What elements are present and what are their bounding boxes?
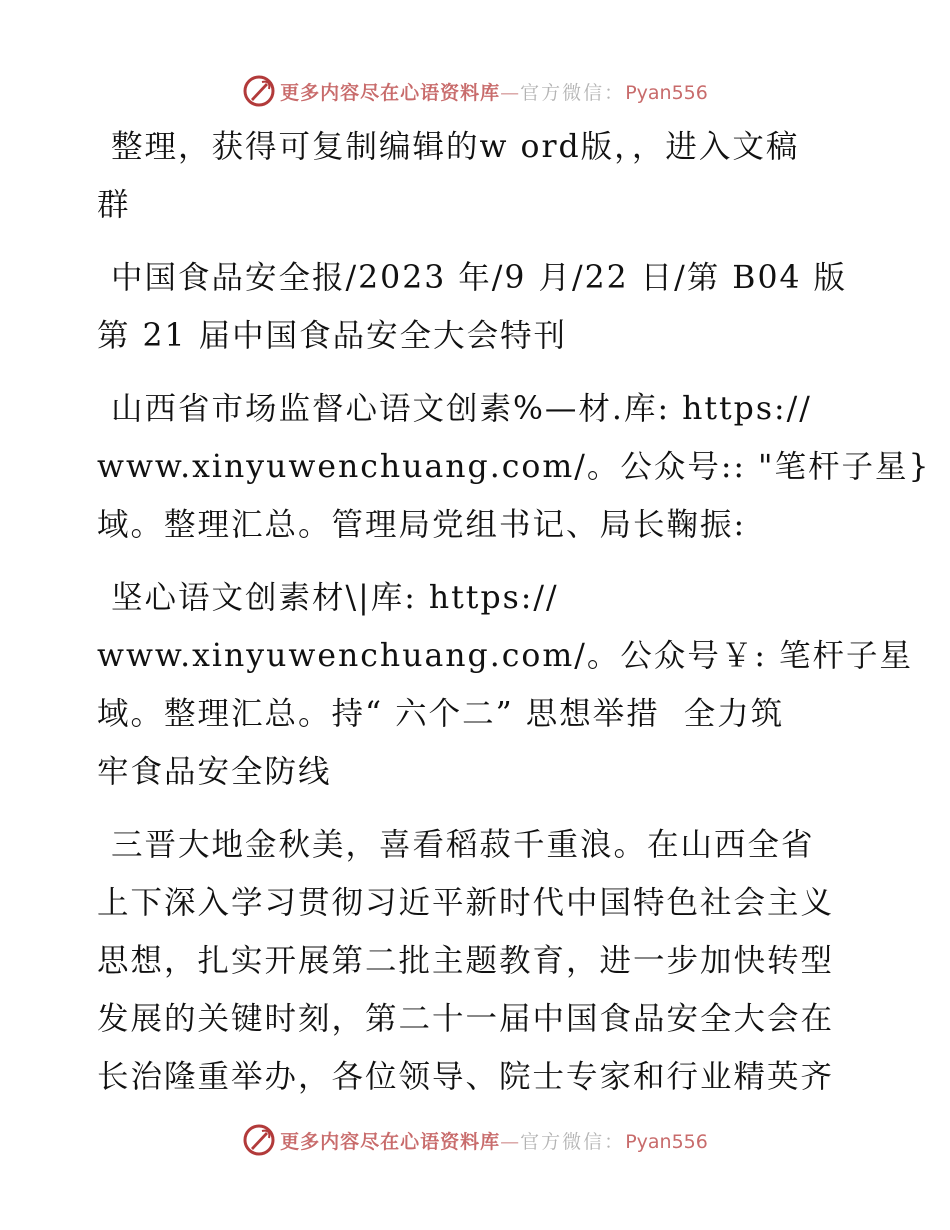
- banner-brand: 更多内容尽在心语资料库: [280, 81, 501, 104]
- banner-separator: —: [500, 81, 521, 104]
- text-line: 上下深入学习贯彻习近平新时代中国特色社会主义: [97, 885, 835, 921]
- text-line: 发展的关键时刻，第二十一届中国食品安全大会在: [97, 1001, 835, 1037]
- paragraph-4: [97, 569, 913, 801]
- text-line: 牢食品安全防线: [97, 754, 332, 790]
- banner-account: Pyan556: [625, 1130, 708, 1153]
- text-line: www.xinyuwenchuang.com/。公众号￥: 笔杆子星: [97, 638, 913, 674]
- quill-logo-icon: [242, 74, 276, 108]
- text-line: 中国食品安全报/2023 年/9 月/22 日/第 B04 版: [111, 260, 848, 296]
- paragraph-5: [97, 816, 857, 1106]
- text-line: 第 21 届中国食品安全大会特刊: [97, 318, 568, 354]
- document-body: [97, 118, 931, 1121]
- banner-separator: —: [500, 1130, 521, 1153]
- text-line: 长治隆重举办，各位领导、院士专家和行业精英齐: [97, 1059, 835, 1095]
- text-line: 坚心语文创素材\|库: https://: [111, 580, 559, 616]
- paragraph-2: [97, 249, 857, 365]
- banner-brand: 更多内容尽在心语资料库: [280, 1130, 501, 1153]
- banner-wechat-label: 官方微信：: [520, 1130, 626, 1153]
- text-line: 三晋大地金秋美，喜看稻菽千重浪。在山西全省: [111, 827, 815, 863]
- banner-text: [280, 78, 708, 105]
- header-banner: [0, 71, 950, 111]
- text-line: 群: [97, 187, 131, 223]
- paragraph-3: [97, 380, 931, 554]
- text-line: 域。整理汇总。持“ 六个二” 思想举措 全力筑: [97, 696, 785, 732]
- text-line: www.xinyuwenchuang.com/。公众号:: "笔杆子星}: [97, 449, 931, 485]
- text-line: 域。整理汇总。管理局党组书记、局长鞠振:: [97, 507, 747, 543]
- footer-banner: [0, 1120, 950, 1160]
- paragraph-1: [97, 118, 857, 234]
- banner-text: [280, 1127, 708, 1154]
- text-line: 思想，扎实开展第二批主题教育，进一步加快转型: [97, 943, 835, 979]
- banner-wechat-label: 官方微信：: [520, 81, 626, 104]
- text-line: 山西省市场监督心语文创素%—材.库: https://: [111, 391, 812, 427]
- quill-logo-icon: [242, 1123, 276, 1157]
- text-line: 整理，获得可复制编辑的w ord版，，进入文稿: [111, 129, 800, 165]
- banner-account: Pyan556: [625, 81, 708, 104]
